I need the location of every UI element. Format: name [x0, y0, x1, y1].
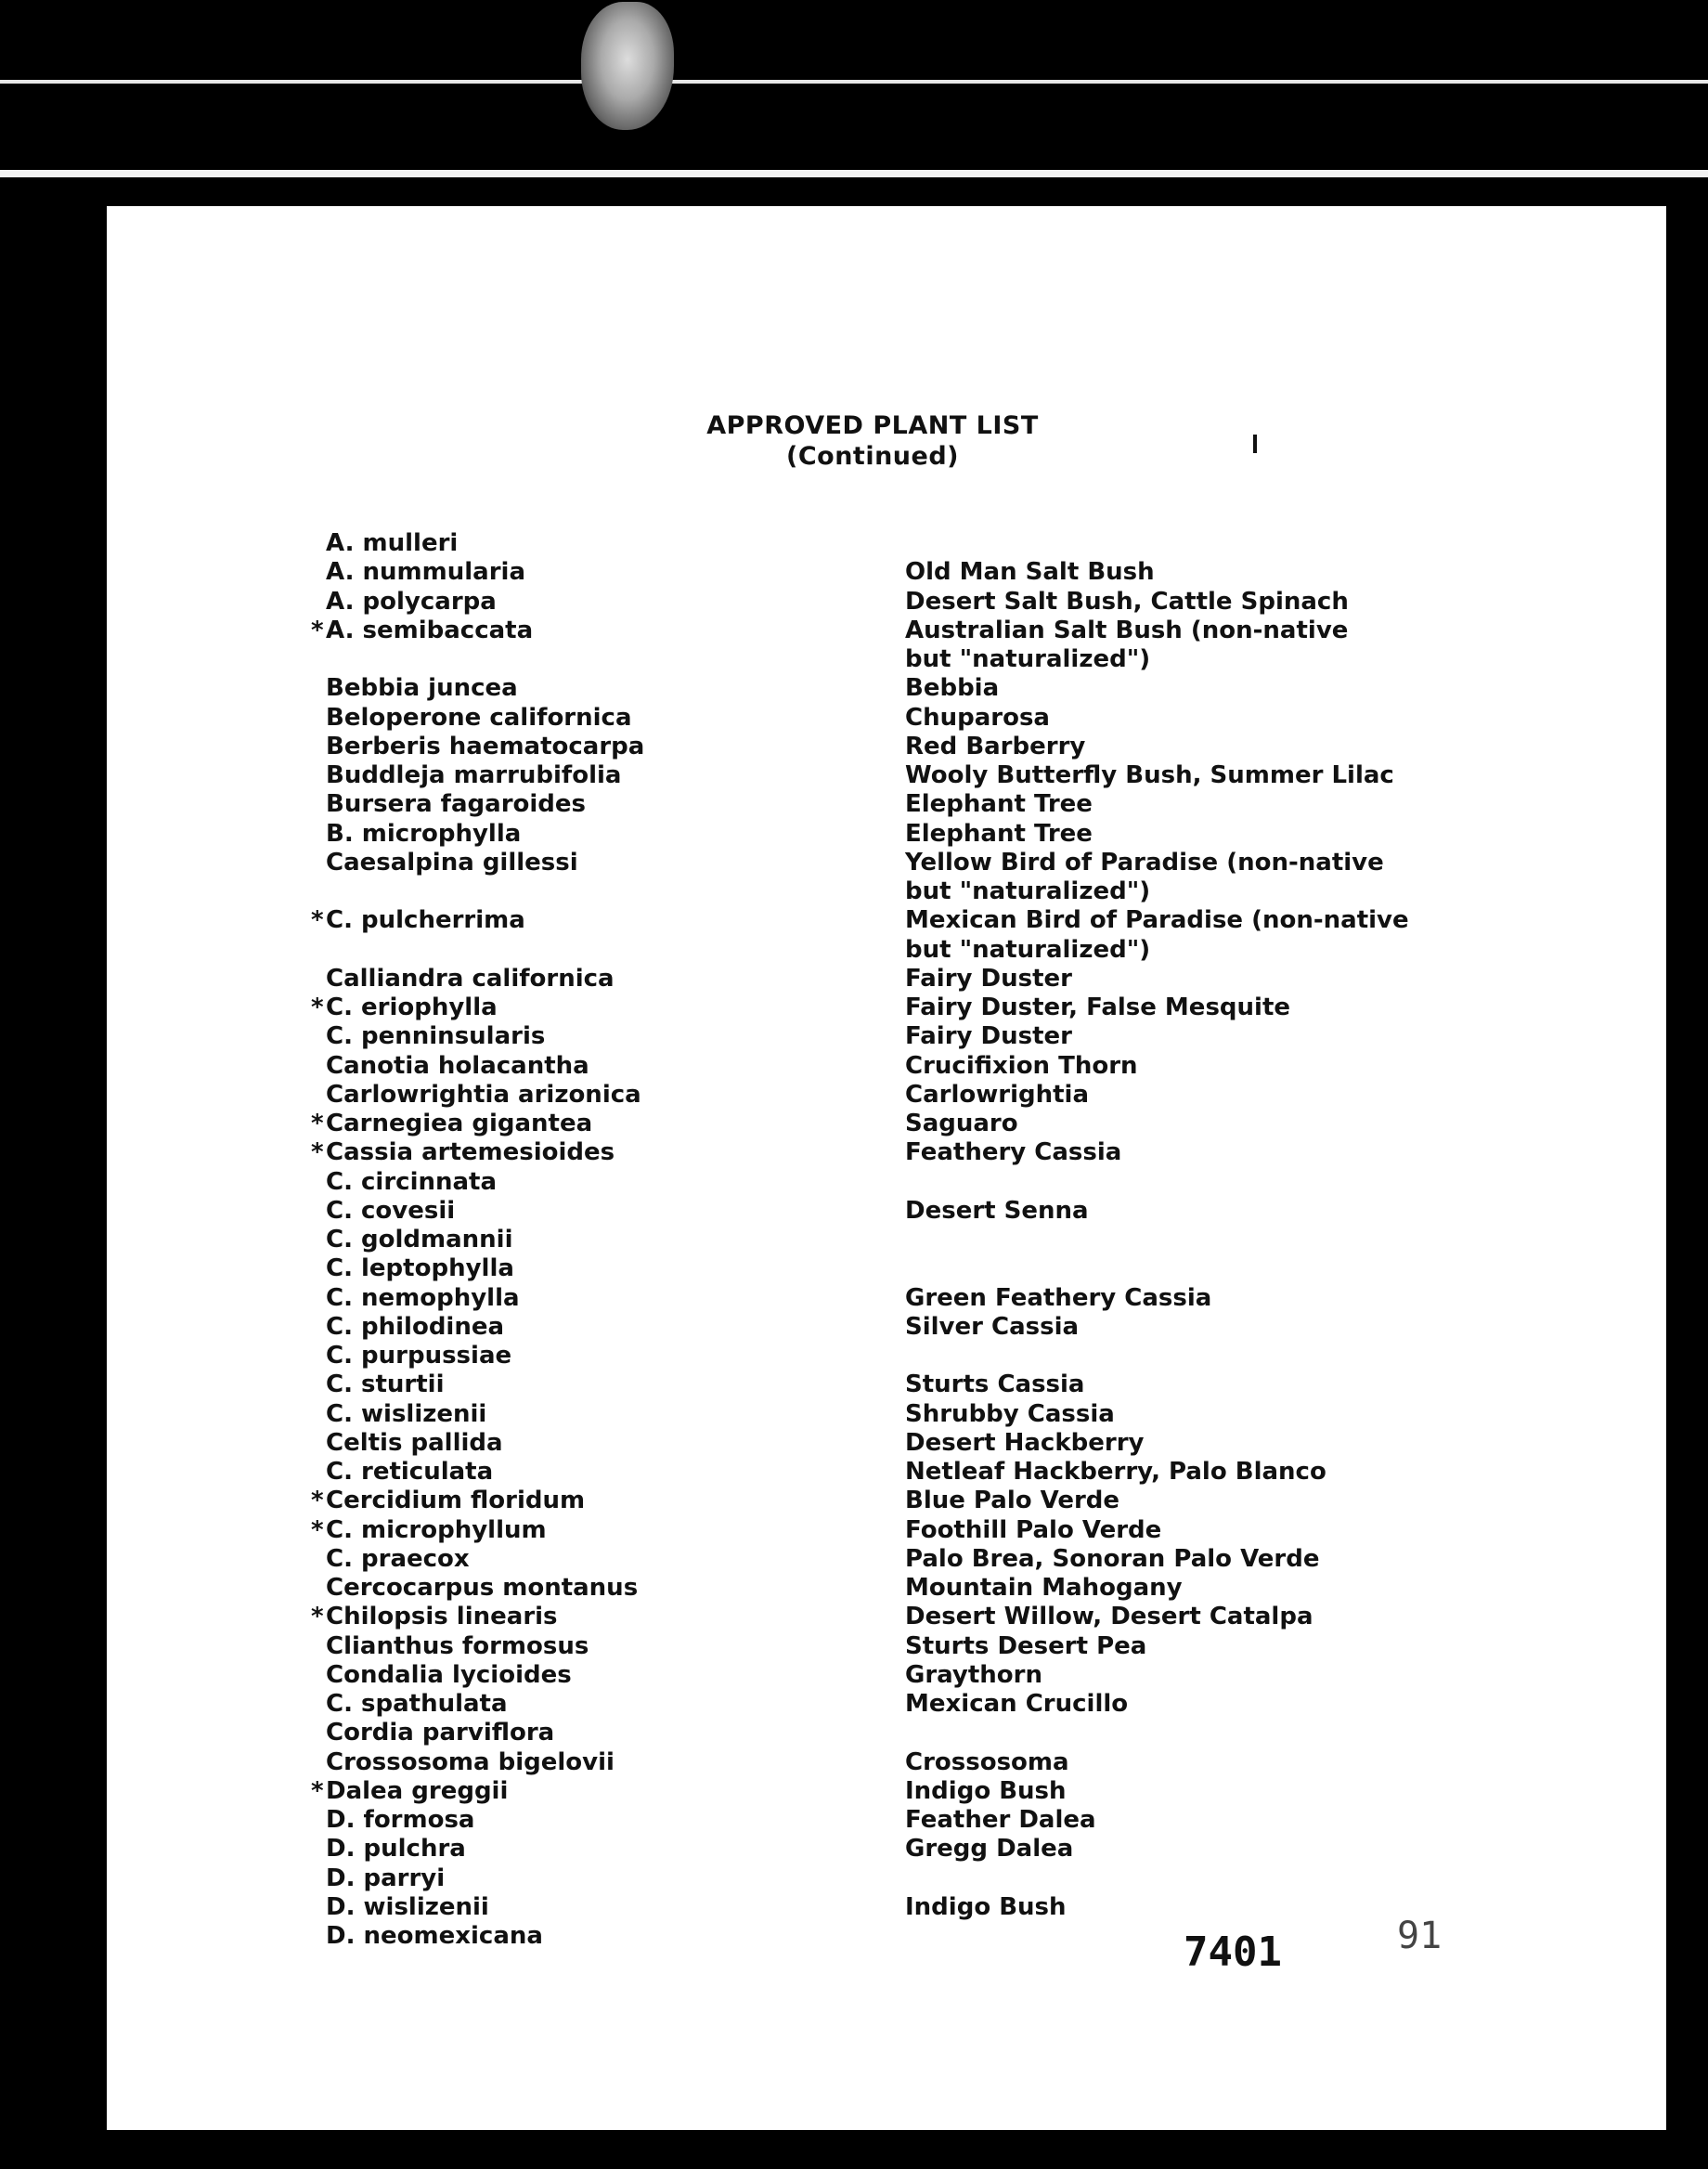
common-name: Yellow Bird of Paradise (non-native [905, 848, 1384, 877]
plant-row [107, 1429, 1666, 1458]
common-name: Desert Senna [905, 1196, 1089, 1225]
common-name: Shrubby Cassia [905, 1399, 1115, 1428]
plant-row [107, 617, 1666, 645]
common-name: Feathery Cassia [905, 1138, 1122, 1167]
botanical-name: Condalia lycioides [326, 1660, 572, 1689]
botanical-name: Clianthus formosus [326, 1631, 589, 1660]
native-marker: * [311, 1603, 324, 1631]
document-number: 7401 [1184, 1929, 1282, 1976]
native-marker: * [311, 1515, 324, 1544]
botanical-name: C. nemophylla [326, 1283, 520, 1312]
page-title: APPROVED PLANT LIST [706, 411, 1039, 440]
plant-row [107, 1168, 1666, 1197]
plant-row [107, 1719, 1666, 1747]
botanical-name: B. microphylla [326, 819, 522, 848]
plant-row [107, 877, 1666, 906]
common-name: Silver Cassia [905, 1312, 1080, 1341]
plant-row [107, 1487, 1666, 1515]
plant-row [107, 1777, 1666, 1806]
common-name: Foothill Palo Verde [905, 1515, 1162, 1544]
common-name: Desert Salt Bush, Cattle Spinach [905, 587, 1349, 616]
common-name: Crucifixion Thorn [905, 1051, 1138, 1080]
native-marker: * [311, 1487, 324, 1515]
common-name: Mexican Bird of Paradise (non-native [905, 906, 1409, 935]
plant-row [107, 1022, 1666, 1051]
botanical-name: D. neomexicana [326, 1922, 543, 1950]
botanical-name: C. goldmannii [326, 1226, 513, 1253]
botanical-name: Dalea greggii [326, 1776, 509, 1805]
plant-row [107, 1400, 1666, 1429]
plant-row [107, 1081, 1666, 1110]
common-name: Sturts Cassia [905, 1370, 1085, 1399]
common-name: Red Barberry [905, 732, 1086, 760]
plant-row [107, 1342, 1666, 1370]
common-name: Indigo Bush [905, 1892, 1067, 1921]
plant-row [107, 1835, 1666, 1864]
plant-row [107, 820, 1666, 849]
botanical-name: D. parryi [326, 1864, 446, 1892]
common-name: Wooly Butterfly Bush, Summer Lilac [905, 761, 1394, 789]
common-name: Old Man Salt Bush [905, 558, 1155, 587]
plant-row [107, 1806, 1666, 1835]
common-name: Green Feathery Cassia [905, 1283, 1212, 1312]
plant-row [107, 994, 1666, 1022]
botanical-name: C. microphyllum [326, 1515, 547, 1544]
plant-list [107, 529, 1666, 1951]
document-heading [107, 410, 1638, 472]
document-page [107, 206, 1666, 2130]
plant-row [107, 1864, 1666, 1893]
plant-row [107, 674, 1666, 703]
botanical-name: Celtis pallida [326, 1428, 503, 1457]
plant-row [107, 965, 1666, 994]
plant-row [107, 704, 1666, 733]
plant-row [107, 1632, 1666, 1661]
plant-row [107, 645, 1666, 674]
botanical-name: Buddleja marrubifolia [326, 761, 622, 789]
common-name: Fairy Duster [905, 964, 1072, 993]
plant-row [107, 733, 1666, 761]
botanical-name: A. nummularia [326, 558, 525, 587]
native-marker: * [311, 994, 324, 1021]
plant-row [107, 1052, 1666, 1081]
common-name: Chuparosa [905, 703, 1050, 732]
plant-row [107, 1603, 1666, 1631]
common-name: Elephant Tree [905, 790, 1093, 819]
plant-row [107, 1110, 1666, 1138]
botanical-name: Canotia holacantha [326, 1051, 589, 1080]
botanical-name: C. sturtii [326, 1370, 445, 1399]
common-name: Desert Hackberry [905, 1428, 1145, 1457]
botanical-name: Carnegiea gigantea [326, 1110, 593, 1137]
botanical-name: Bebbia juncea [326, 674, 518, 703]
native-marker: * [311, 616, 324, 644]
common-name: Desert Willow, Desert Catalpa [905, 1603, 1313, 1631]
common-name: but "naturalized") [905, 877, 1151, 905]
common-name: Feather Dalea [905, 1806, 1096, 1834]
native-marker: * [311, 906, 324, 935]
botanical-name: C. purpussiae [326, 1342, 512, 1370]
botanical-name: Beloperone californica [326, 703, 632, 732]
botanical-name: C. praecox [326, 1544, 470, 1573]
botanical-name: C. spathulata [326, 1690, 508, 1718]
common-name: Australian Salt Bush (non-native [905, 616, 1349, 644]
botanical-name: Carlowrightia arizonica [326, 1080, 641, 1109]
page-number: 91 [1397, 1915, 1443, 1957]
botanical-name: C. wislizenii [326, 1399, 487, 1428]
botanical-name: C. philodinea [326, 1312, 505, 1341]
page-subtitle: (Continued) [785, 442, 959, 471]
common-name: Graythorn [905, 1660, 1042, 1689]
common-name: Bebbia [905, 674, 1000, 703]
botanical-name: C. circinnata [326, 1167, 498, 1196]
botanical-name: D. wislizenii [326, 1892, 489, 1921]
botanical-name: C. covesii [326, 1196, 456, 1225]
botanical-name: A. mulleri [326, 529, 459, 557]
plant-row [107, 1313, 1666, 1342]
botanical-name: C. eriophylla [326, 994, 498, 1021]
common-name: Mexican Crucillo [905, 1690, 1129, 1718]
scan-second-rule [0, 170, 1708, 177]
plant-row [107, 529, 1666, 558]
botanical-name: D. formosa [326, 1806, 475, 1834]
plant-row [107, 1284, 1666, 1313]
common-name: Fairy Duster, False Mesquite [905, 994, 1291, 1021]
botanical-name: Cercidium floridum [326, 1487, 586, 1515]
botanical-name: Cercocarpus montanus [326, 1574, 639, 1602]
plant-row [107, 761, 1666, 790]
common-name: but "naturalized") [905, 935, 1151, 964]
botanical-name: C. reticulata [326, 1458, 494, 1486]
common-name: Netleaf Hackberry, Palo Blanco [905, 1458, 1326, 1486]
common-name: Sturts Desert Pea [905, 1631, 1147, 1660]
common-name: Crossosoma [905, 1747, 1069, 1776]
botanical-name: Calliandra californica [326, 964, 615, 993]
botanical-name: C. leptophylla [326, 1254, 514, 1283]
botanical-name: C. penninsularis [326, 1022, 546, 1051]
native-marker: * [311, 1110, 324, 1137]
plant-row [107, 1370, 1666, 1399]
plant-row [107, 849, 1666, 877]
botanical-name: Cassia artemesioides [326, 1138, 615, 1167]
common-name: Indigo Bush [905, 1776, 1067, 1805]
plant-row [107, 1574, 1666, 1603]
common-name: Blue Palo Verde [905, 1487, 1120, 1515]
botanical-name: A. semibaccata [326, 616, 534, 644]
plant-row [107, 1197, 1666, 1226]
plant-row [107, 1661, 1666, 1690]
plant-row [107, 1748, 1666, 1777]
plant-row [107, 1226, 1666, 1254]
common-name: Mountain Mahogany [905, 1574, 1183, 1602]
native-marker: * [311, 1138, 324, 1167]
botanical-name: Caesalpina gillessi [326, 848, 578, 877]
botanical-name: D. pulchra [326, 1835, 466, 1864]
scan-blot-artifact [581, 2, 674, 130]
plant-row [107, 790, 1666, 819]
common-name: Palo Brea, Sonoran Palo Verde [905, 1544, 1320, 1573]
plant-row [107, 1458, 1666, 1487]
common-name: Elephant Tree [905, 819, 1093, 848]
common-name: Carlowrightia [905, 1080, 1089, 1109]
plant-row [107, 936, 1666, 965]
common-name: Saguaro [905, 1110, 1018, 1137]
plant-row [107, 1545, 1666, 1574]
native-marker: * [311, 1776, 324, 1805]
botanical-name: Crossosoma bigelovii [326, 1747, 615, 1776]
botanical-name: A. polycarpa [326, 587, 497, 616]
botanical-name: Chilopsis linearis [326, 1603, 558, 1631]
plant-row [107, 906, 1666, 935]
plant-row [107, 1254, 1666, 1283]
stray-mark [1253, 435, 1257, 453]
common-name: but "naturalized") [905, 645, 1151, 673]
plant-row [107, 1516, 1666, 1545]
plant-row [107, 1138, 1666, 1167]
common-name: Fairy Duster [905, 1022, 1072, 1051]
plant-row [107, 1690, 1666, 1719]
scan-top-rule [0, 80, 1708, 84]
botanical-name: C. pulcherrima [326, 906, 525, 935]
common-name: Gregg Dalea [905, 1835, 1074, 1864]
botanical-name: Cordia parviflora [326, 1719, 555, 1747]
plant-row [107, 558, 1666, 587]
plant-row [107, 588, 1666, 617]
botanical-name: Bursera fagaroides [326, 790, 587, 819]
botanical-name: Berberis haematocarpa [326, 732, 645, 760]
